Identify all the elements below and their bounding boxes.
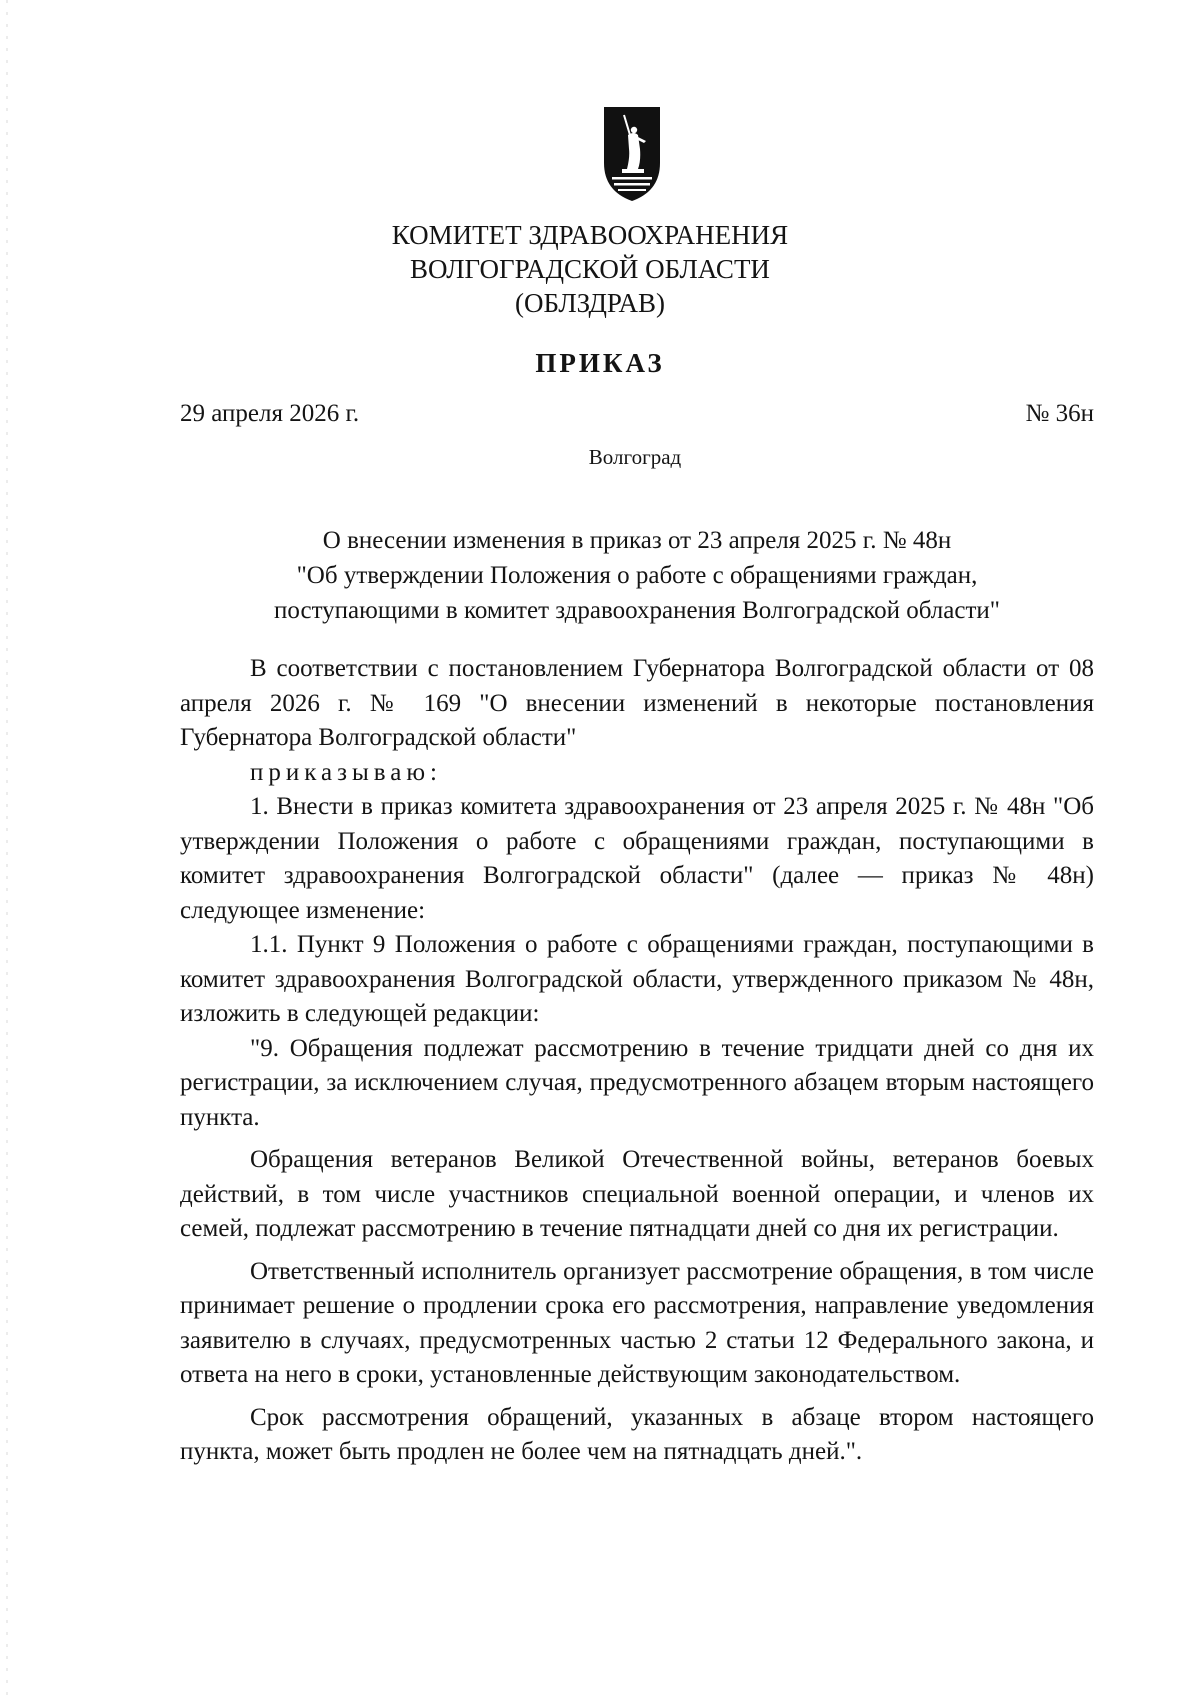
subject-line-2: "Об утверждении Положения о работе с обращениями граждан,	[296, 562, 978, 589]
order-word: приказываю:	[250, 758, 442, 786]
organization-name	[380, 218, 800, 320]
organization-line-2: ВОЛГОГРАДСКОЙ ОБЛАСТИ	[410, 254, 770, 284]
document-body	[180, 652, 1094, 1470]
point-9-paragraph-4: Срок рассмотрения обращений, указанных в абзаце втором настоящего пункта, может быть продлен не более чем на пятнадцать дней.".	[180, 1403, 1094, 1465]
volgograd-coat-of-arms-icon	[600, 105, 664, 205]
point-9-paragraph-2: Обращения ветеранов Великой Отечественной войны, ветеранов боевых действий, в том числе участников специальной военной операции, и членов их семей, подлежат рассмотрению в течение пятнадцати дней со дня их регистрации.	[180, 1146, 1094, 1242]
document-type: ПРИКАЗ	[535, 348, 665, 378]
document-subject	[180, 523, 1094, 628]
document-date: 29 апреля 2026 г.	[180, 400, 360, 427]
subject-line-1: О внесении изменения в приказ от 23 апреля 2025 г. № 48н	[322, 527, 952, 554]
scan-edge-mark	[6, 0, 8, 1696]
item-1-1-paragraph: 1.1. Пункт 9 Положения о работе с обращениями граждан, поступающими в комитет здравоохранения Волгоградской области, утвержденного приказом № 48н, изложить в следующей редакции:	[180, 931, 1094, 1027]
organization-line-3: (ОБЛЗДРАВ)	[515, 288, 665, 318]
coat-of-arms-emblem	[600, 105, 664, 205]
point-9-paragraph-1: "9. Обращения подлежат рассмотрению в течение тридцати дней со дня их регистрации, за исключением случая, предусмотренного абзацем вторым настоящего пункта.	[180, 1034, 1094, 1131]
preamble-paragraph: В соответствии с постановлением Губернатора Волгоградской области от 08 апреля 2026 г. № 169 "О внесении изменений в некоторые постановления Губернатора Волгоградской области"	[180, 655, 1094, 751]
point-9-paragraph-3: Ответственный исполнитель организует рассмотрение обращения, в том числе принимает решение о продлении срока его рассмотрения, направление уведомления заявителю в случаях, предусмотренных частью 2 статьи 12 Федерального закона, и ответа на него в сроки, установленные действующим законодательством.	[180, 1257, 1094, 1388]
item-1-paragraph: 1. Внести в приказ комитета здравоохранения от 23 апреля 2025 г. № 48н "Об утверждении Положения о работе с обращениями граждан, поступающими в комитет здравоохранения Волгоградской области" (далее — приказ № 48н) следующее изменение:	[180, 793, 1094, 924]
organization-line-1: КОМИТЕТ ЗДРАВООХРАНЕНИЯ	[391, 220, 789, 250]
subject-line-3: поступающими в комитет здравоохранения Волгоградской области"	[273, 597, 1000, 624]
document-number: № 36н	[1025, 400, 1094, 427]
document-city: Волгоград	[588, 445, 682, 469]
